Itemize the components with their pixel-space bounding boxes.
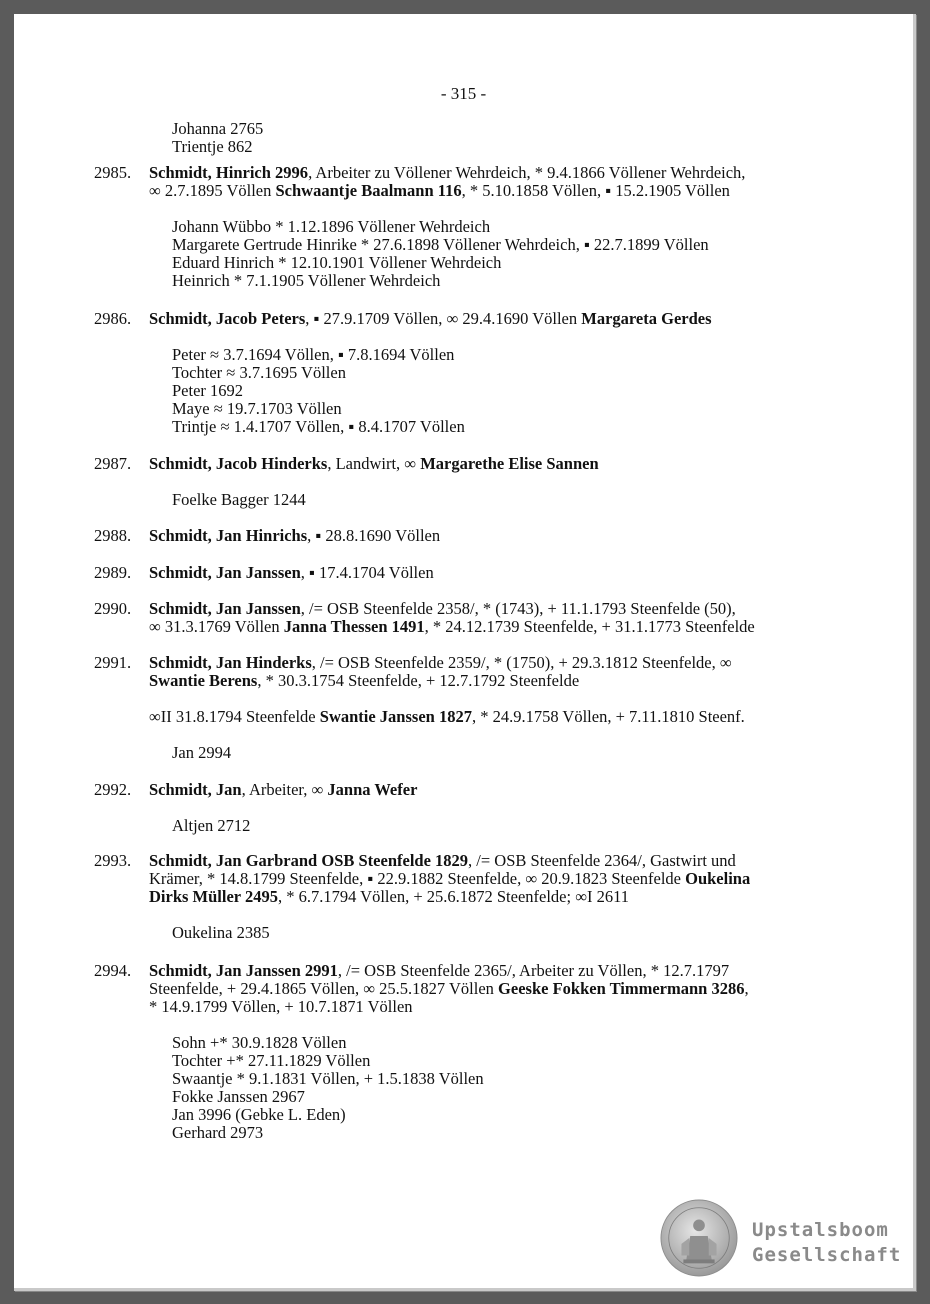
entry-2991: [94, 654, 884, 762]
text-run: , /= OSB Steenfelde 2364/, Gastwirt und: [468, 851, 736, 870]
bold-name: Schmidt, Jacob Hinderks: [149, 454, 328, 473]
page-number: - 315 -: [440, 84, 487, 103]
bold-name: Schmidt, Jan Janssen 2991: [149, 961, 338, 980]
entry-heading: [149, 310, 884, 328]
entry-heading: [149, 527, 884, 545]
text-run: , ▪ 17.4.1704 Völlen: [300, 563, 434, 582]
text-run: ,: [744, 979, 749, 998]
entry-2987: [94, 455, 884, 509]
text-line: [149, 182, 884, 200]
text-run: , Landwirt, ∞: [327, 454, 421, 473]
text-line: [149, 600, 884, 618]
entry-heading: [149, 781, 884, 799]
children-list: [172, 924, 884, 942]
entry-number: 2991.: [94, 653, 132, 672]
entry-heading: [149, 654, 884, 690]
entry-heading: [149, 164, 884, 200]
text-run: ∞ 31.3.1769 Völlen: [149, 617, 284, 636]
entry-heading: [149, 564, 884, 582]
child-line: Foelke Bagger 1244: [172, 490, 306, 509]
document-page: [14, 14, 916, 1291]
child-line: Trintje ≈ 1.4.1707 Völlen, ▪ 8.4.1707 Völlen: [172, 417, 465, 436]
bold-name: Schmidt, Jan Hinrichs: [149, 526, 308, 545]
entry-heading: [149, 962, 884, 1016]
text-line: [149, 164, 884, 182]
child-line: Tochter ≈ 3.7.1695 Völlen: [172, 363, 346, 382]
child-line: Gerhard 2973: [172, 1123, 264, 1142]
children-list: [172, 491, 884, 509]
entry-number: 2987.: [94, 454, 132, 473]
child-line: Johann Wübbo * 1.12.1896 Völlener Wehrdeich: [172, 217, 491, 236]
text-run: , * 24.9.1758 Völlen, + 7.11.1810 Steenf.: [471, 707, 745, 726]
society-seal-logo: [660, 1199, 738, 1277]
text-line: [149, 310, 884, 328]
bold-name: Swantie Janssen 1827: [319, 707, 472, 726]
text-run: Steenfelde, + 29.4.1865 Völlen, ∞ 25.5.1827 Völlen: [149, 979, 499, 998]
child-line: Maye ≈ 19.7.1703 Völlen: [172, 399, 342, 418]
text-run: , ▪ 28.8.1690 Völlen: [307, 526, 441, 545]
text-run: ∞II 31.8.1794 Steenfelde: [149, 707, 320, 726]
entry-2989: [94, 564, 884, 582]
society-wordmark: [752, 1218, 901, 1268]
text-line: [149, 527, 884, 545]
text-line: [149, 852, 884, 870]
child-line: Margarete Gertrude Hinrike * 27.6.1898 Völlener Wehrdeich, ▪ 22.7.1899 Völlen: [172, 235, 709, 254]
bold-name: Schmidt, Jan Hinderks: [149, 653, 312, 672]
bold-name: Swantie Berens: [149, 671, 258, 690]
entry-number: 2994.: [94, 961, 132, 980]
text-run: , Arbeiter zu Völlener Wehrdeich, * 9.4.1866 Völlener Wehrdeich,: [308, 163, 746, 182]
child-line: Peter 1692: [172, 381, 244, 400]
entry-2993: [94, 852, 884, 942]
children-list: [172, 218, 884, 290]
text-line: [149, 455, 884, 473]
entry-2992: [94, 781, 884, 835]
text-run: , /= OSB Steenfelde 2359/, * (1750), + 29.3.1812 Steenfelde, ∞: [311, 653, 732, 672]
child-line: Swaantje * 9.1.1831 Völlen, + 1.5.1838 Völlen: [172, 1069, 484, 1088]
entry-heading: [149, 852, 884, 906]
child-line: Trientje 862: [172, 137, 253, 156]
bold-name: Margareta Gerdes: [581, 309, 712, 328]
text-line: [149, 672, 884, 690]
text-line: [149, 618, 884, 636]
text-run: , * 30.3.1754 Steenfelde, + 12.7.1792 Steenfelde: [257, 671, 580, 690]
entry-heading: [149, 455, 884, 473]
text-run: , Arbeiter, ∞: [241, 780, 328, 799]
text-line: [149, 564, 884, 582]
text-run: ∞ 2.7.1895 Völlen: [149, 181, 276, 200]
text-run: * 14.9.1799 Völlen, + 10.7.1871 Völlen: [149, 997, 413, 1016]
bold-name: Janna Thessen 1491: [283, 617, 425, 636]
child-line: Fokke Janssen 2967: [172, 1087, 305, 1106]
text-run: , * 5.10.1858 Völlen, ▪ 15.2.1905 Völlen: [461, 181, 730, 200]
entry-number: 2986.: [94, 309, 132, 328]
text-line: [149, 654, 884, 672]
bold-name: Margarethe Elise Sannen: [420, 454, 599, 473]
child-line: Heinrich * 7.1.1905 Völlener Wehrdeich: [172, 271, 441, 290]
text-run: Krämer, * 14.8.1799 Steenfelde, ▪ 22.9.1882 Steenfelde, ∞ 20.9.1823 Steenfelde: [149, 869, 686, 888]
child-line: Johanna 2765: [172, 119, 264, 138]
wordmark-line: Upstalsboom: [752, 1219, 889, 1241]
entry-number: 2993.: [94, 851, 132, 870]
child-line: Jan 3996 (Gebke L. Eden): [172, 1105, 346, 1124]
text-line: [149, 962, 884, 980]
entry-heading: [149, 600, 884, 636]
child-line: Altjen 2712: [172, 816, 251, 835]
entry-number: 2992.: [94, 780, 132, 799]
bold-name: Janna Wefer: [327, 780, 418, 799]
text-line: [149, 708, 884, 726]
child-line: Oukelina 2385: [172, 923, 270, 942]
child-line: Peter ≈ 3.7.1694 Völlen, ▪ 7.8.1694 Völlen: [172, 345, 455, 364]
child-line: Tochter +* 27.11.1829 Völlen: [172, 1051, 371, 1070]
entry-number: 2989.: [94, 563, 132, 582]
text-line: [149, 888, 884, 906]
text-run: , /= OSB Steenfelde 2358/, * (1743), + 11.1.1793 Steenfelde (50),: [300, 599, 736, 618]
text-run: , /= OSB Steenfelde 2365/, Arbeiter zu Völlen, * 12.7.1797: [337, 961, 730, 980]
bold-name: Schmidt, Jacob Peters: [149, 309, 306, 328]
children-list: [172, 1034, 884, 1142]
text-run: , * 24.12.1739 Steenfelde, + 31.1.1773 Steenfelde: [424, 617, 755, 636]
entry-2990: [94, 600, 884, 636]
children-list: [172, 817, 884, 835]
entry-number: 2990.: [94, 599, 132, 618]
entry-number: 2985.: [94, 163, 132, 182]
child-line: Eduard Hinrich * 12.10.1901 Völlener Wehrdeich: [172, 253, 502, 272]
second-marriage: [149, 708, 884, 726]
wordmark-line: Gesellschaft: [752, 1244, 902, 1266]
bold-name: Schmidt, Hinrich 2996: [149, 163, 309, 182]
text-run: , * 6.7.1794 Völlen, + 25.6.1872 Steenfelde; ∞I 2611: [277, 887, 629, 906]
text-line: [149, 781, 884, 799]
child-line: Jan 2994: [172, 743, 232, 762]
text-line: [149, 980, 884, 998]
children-list: [172, 744, 884, 762]
entry-2994: [94, 962, 884, 1142]
bold-name: Schmidt, Jan Janssen: [149, 563, 301, 582]
bold-name: Schmidt, Jan Janssen: [149, 599, 301, 618]
intro-children: [172, 120, 263, 156]
child-line: Sohn +* 30.9.1828 Völlen: [172, 1033, 347, 1052]
entry-2985: [94, 164, 884, 290]
bold-name: Dirks Müller 2495: [149, 887, 278, 906]
text-run: , ▪ 27.9.1709 Völlen, ∞ 29.4.1690 Völlen: [305, 309, 582, 328]
entry-number: 2988.: [94, 526, 132, 545]
bold-name: Schwaantje Baalmann 116: [275, 181, 462, 200]
text-line: [149, 998, 884, 1016]
bold-name: Schmidt, Jan Garbrand OSB Steenfelde 1829: [149, 851, 469, 870]
bold-name: Oukelina: [685, 869, 751, 888]
entry-2988: [94, 527, 884, 545]
bold-name: Geeske Fokken Timmermann 3286: [498, 979, 745, 998]
entry-2986: [94, 310, 884, 436]
text-line: [149, 870, 884, 888]
children-list: [172, 346, 884, 436]
bold-name: Schmidt, Jan: [149, 780, 242, 799]
